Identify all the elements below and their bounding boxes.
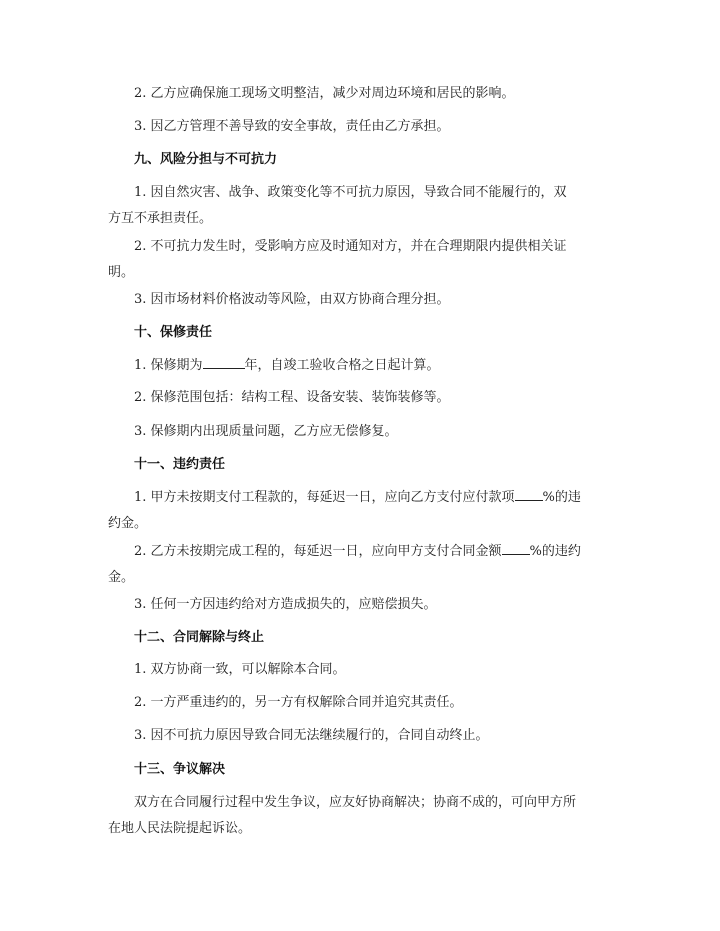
section-9-heading: 九、风险分担与不可抗力 xyxy=(134,152,278,167)
clause-11-1-post: %的违 xyxy=(542,490,581,505)
clause-9-3: 3. 因市场材料价格波动等风险，由双方协商合理分担。 xyxy=(134,292,450,307)
clause-12-1: 1. 双方协商一致，可以解除本合同。 xyxy=(134,662,346,677)
clause-11-2-pre: 2. 乙方未按期完成工程的，每延迟一日，应向甲方支付合同金额 xyxy=(134,544,502,559)
clause-9-1-line2: 方互不承担责任。 xyxy=(108,211,213,226)
section-10-heading: 十、保修责任 xyxy=(134,325,213,340)
section-13-heading: 十三、争议解决 xyxy=(134,762,226,777)
clause-12-3: 3. 因不可抗力原因导致合同无法继续履行的，合同自动终止。 xyxy=(134,728,489,743)
clause-11-2-line1 xyxy=(108,539,614,565)
clause-10-1-post: 年，自竣工验收合格之日起计算。 xyxy=(244,358,440,373)
section-11-heading: 十一、违约责任 xyxy=(134,457,226,472)
clause-11-1-line2: 约金。 xyxy=(108,516,148,531)
clause-10-1 xyxy=(134,355,639,377)
clause-11-1-pre: 1. 甲方未按期支付工程款的，每延迟一日，应向乙方支付应付款项 xyxy=(134,490,515,505)
clause-9-2-line1: 2. 不可抗力发生时，受影响方应及时通知对方，并在合理期限内提供相关证 xyxy=(134,239,567,254)
late-completion-rate-blank xyxy=(502,542,530,555)
section-12-heading: 十二、合同解除与终止 xyxy=(134,630,265,645)
clause-11-2-post: %的违约 xyxy=(529,544,581,559)
clause-8-3: 3. 因乙方管理不善导致的安全事故，责任由乙方承担。 xyxy=(134,119,450,134)
late-payment-rate-blank xyxy=(515,488,543,501)
clause-8-2: 2. 乙方应确保施工现场文明整洁，减少对周边环境和居民的影响。 xyxy=(134,86,515,101)
clause-9-2 xyxy=(108,234,614,286)
clause-11-1-line1 xyxy=(108,485,614,511)
clause-12-2: 2. 一方严重违约的，另一方有权解除合同并追究其责任。 xyxy=(134,695,463,710)
clause-10-2: 2. 保修范围包括：结构工程、设备安装、装饰装修等。 xyxy=(134,390,450,405)
clause-10-3: 3. 保修期内出现质量问题，乙方应无偿修复。 xyxy=(134,424,398,439)
clause-10-1-pre: 1. 保修期为 xyxy=(134,358,203,373)
dispute-line1: 双方在合同履行过程中发生争议，应友好协商解决；协商不成的，可向甲方所 xyxy=(134,795,577,810)
clause-9-1-line1: 1. 因自然灾害、战争、政策变化等不可抗力原因，导致合同不能履行的，双 xyxy=(134,185,567,200)
clause-11-2 xyxy=(108,539,614,591)
clause-9-2-line2: 明。 xyxy=(108,265,135,280)
warranty-years-blank xyxy=(203,356,245,369)
dispute-line2: 在地人民法院提起诉讼。 xyxy=(108,821,252,836)
clause-9-1 xyxy=(108,180,614,232)
dispute-paragraph xyxy=(108,790,614,842)
clause-11-1 xyxy=(108,485,614,537)
clause-11-3: 3. 任何一方因违约给对方造成损失的，应赔偿损失。 xyxy=(134,597,437,612)
clause-11-2-line2: 金。 xyxy=(108,570,135,585)
